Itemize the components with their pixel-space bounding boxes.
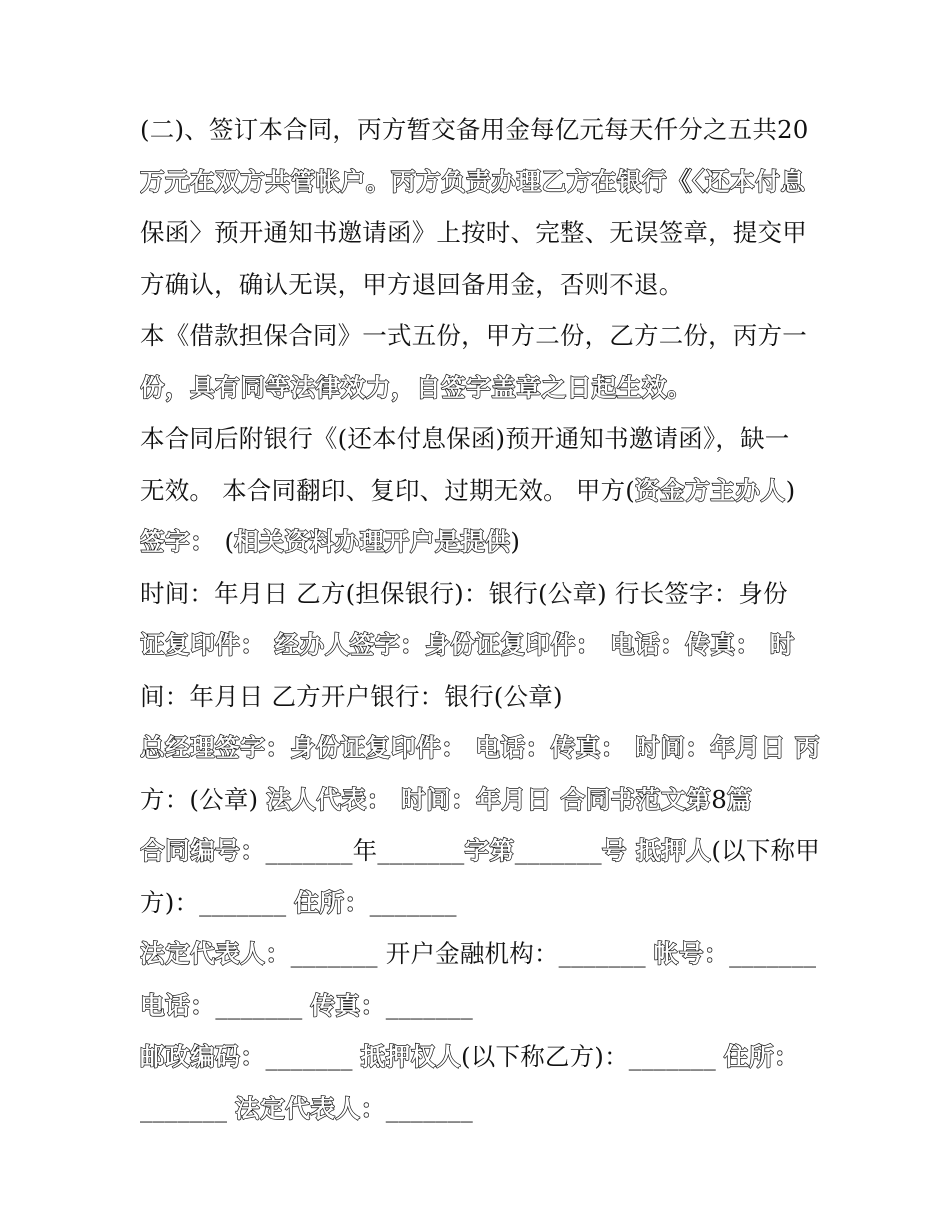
text-segment: 篇	[727, 784, 753, 814]
text-segment: 抵押权人	[360, 1042, 462, 1071]
text-segment: 资金方主办人	[635, 475, 786, 505]
text-line	[140, 207, 820, 259]
text-segment: 帐号：	[653, 939, 730, 968]
text-segment: _______	[215, 990, 311, 1020]
text-line	[140, 465, 820, 517]
text-segment: (二)、签订本合同，丙方暂交备用金每亿元每天仟分之五共20	[140, 115, 809, 144]
text-line	[140, 877, 820, 929]
text-line	[140, 980, 820, 1032]
text-line	[140, 259, 820, 311]
text-line	[140, 156, 820, 208]
text-segment: 字第	[464, 836, 515, 865]
text-segment: 住所：	[723, 1042, 800, 1071]
text-line	[140, 104, 820, 156]
text-segment: 份，具有同等法律效力，自签字盖章之日起生效。	[140, 372, 693, 402]
text-segment: 住所：	[294, 887, 370, 917]
text-segment: _______	[514, 836, 602, 865]
text-segment: 电话：	[140, 990, 216, 1020]
text-segment: 方确认，确认无误，甲方退回备用金，否则不退。	[140, 269, 684, 299]
text-segment: 间：年月日 乙方开户银行：银行(公章)	[140, 681, 563, 711]
text-line	[140, 413, 820, 465]
text-segment: (以下称乙方)：_______	[461, 1042, 724, 1071]
text-segment: 方)：_______	[140, 887, 295, 917]
text-segment: _______	[385, 990, 473, 1020]
text-segment: _______	[729, 939, 817, 968]
text-line	[140, 310, 820, 362]
text-segment: )	[785, 475, 796, 505]
text-segment: 总经理签字：身份证复印件： 电话：传真： 时间：年月日 丙	[140, 733, 820, 762]
text-segment: 证复印件： 经办人签字：身份证复印件： 电话：传真： 时	[140, 630, 795, 659]
text-line	[140, 774, 820, 826]
text-line	[140, 568, 820, 620]
text-segment: 时间：年月日 乙方(担保银行)：银行(公章) 行长签字：身份	[140, 578, 788, 608]
text-line	[140, 1031, 820, 1083]
text-segment: 本《借款担保合同》一式五份，甲方二份，乙方二份，丙方一	[140, 321, 807, 350]
text-segment: 相关资料办理开户是提供	[234, 527, 511, 556]
text-segment: (以下称甲	[711, 836, 820, 865]
text-line	[140, 722, 820, 774]
text-segment: _______ 开户金融机构：_______	[290, 939, 654, 968]
text-segment: 法定代表人：	[235, 1093, 386, 1123]
text-segment: 邮政编码：	[140, 1042, 266, 1071]
text-segment: 方：(公章)	[140, 784, 267, 814]
document-body	[140, 104, 820, 1134]
text-segment: _______	[265, 1042, 361, 1071]
text-line	[140, 516, 820, 568]
text-segment: _______	[385, 1093, 473, 1123]
text-line	[140, 1083, 820, 1135]
text-segment: _______年_______	[265, 836, 465, 865]
text-segment: 8	[711, 784, 728, 814]
text-line	[140, 928, 820, 980]
text-segment: 法定代表人：	[140, 939, 291, 968]
text-segment: )	[510, 527, 521, 556]
text-line	[140, 825, 820, 877]
text-line	[140, 362, 820, 414]
text-line	[140, 671, 820, 723]
text-segment: (	[224, 527, 235, 556]
text-segment: 签字：	[140, 527, 225, 556]
text-segment: 万元在双方共管帐户。丙方负责办理乙方在银行《〈还本付息	[140, 166, 806, 196]
text-segment: 法人代表： 时间：年月日 合同书范文第	[266, 784, 712, 814]
text-segment: 本合同后附银行《(还本付息保函)预开通知书邀请函》，缺一	[140, 424, 790, 453]
text-segment: _______	[369, 887, 457, 917]
text-line	[140, 619, 820, 671]
text-segment: 合同编号：	[140, 836, 266, 865]
text-segment: 号 抵押人	[601, 836, 712, 865]
text-segment: _______	[140, 1093, 236, 1123]
text-segment: 传真：	[310, 990, 386, 1020]
text-segment: 无效。 本合同翻印、复印、过期无效。 甲方(	[140, 475, 636, 505]
text-segment: 保函〉预开通知书邀请函》上按时、完整、无误签章，提交甲	[140, 218, 807, 247]
